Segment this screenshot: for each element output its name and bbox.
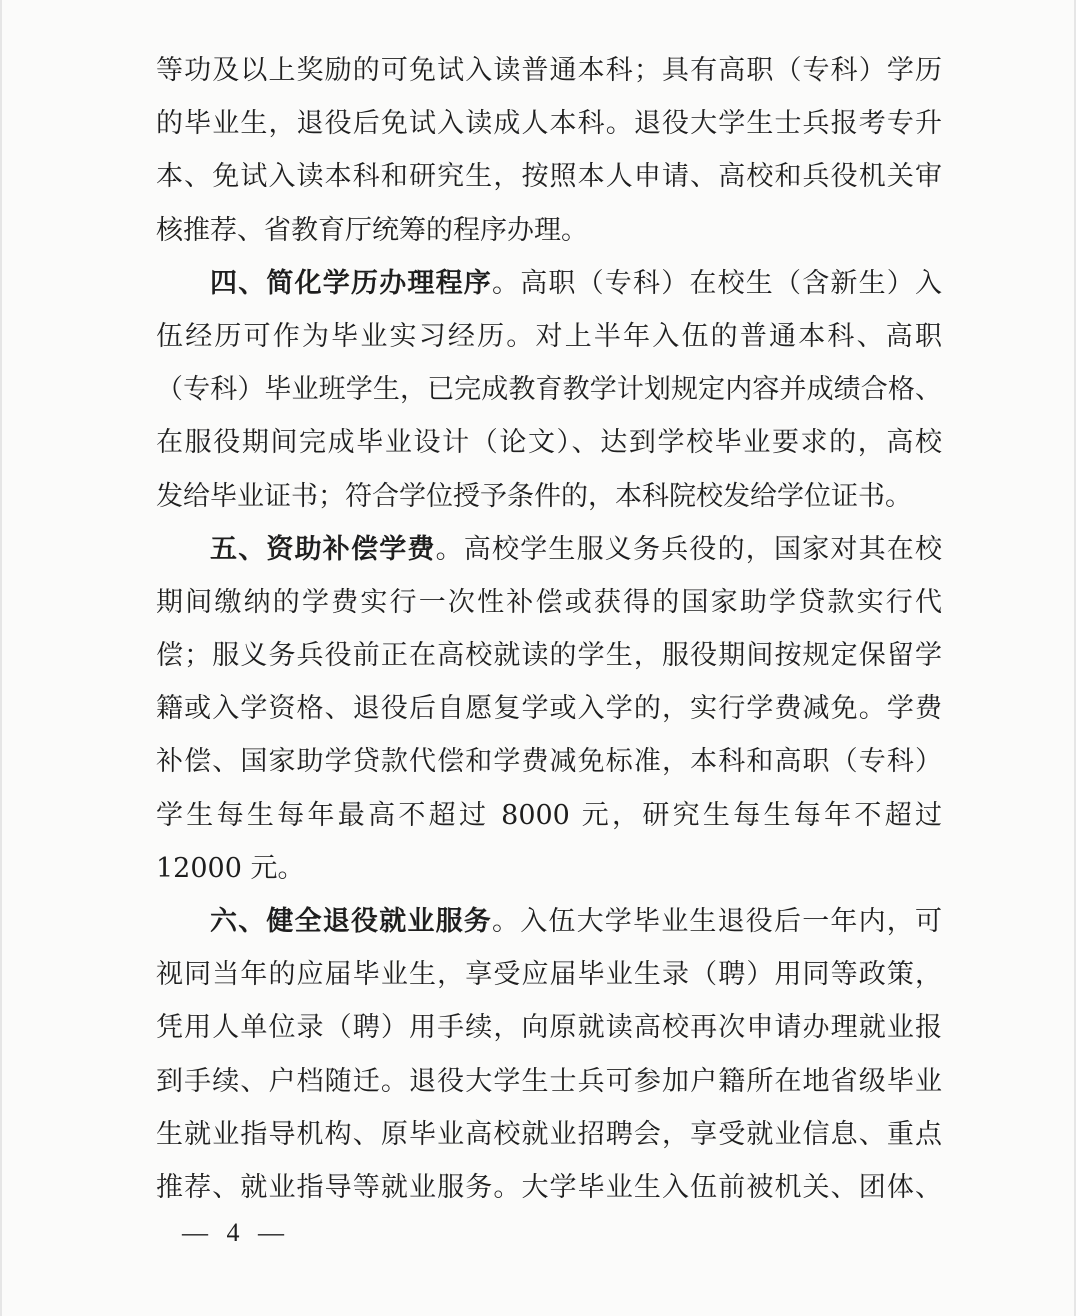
text-line: 发给毕业证书；符合学位授予条件的，本科院校发给学位证书。 [156,480,912,512]
text-line: 等功及以上奖励的可免试入读普通本科；具有高职（专科）学历 [156,55,942,86]
text-line: 伍经历可作为毕业实习经历。对上半年入伍的普通本科、高职 [156,320,942,352]
section-6-heading: 六、健全退役就业服务 [210,906,492,937]
text-line: 学生每生每年最高不超过 8000 元，研究生每生每年不超过 [156,799,942,831]
section-6-text: 。入伍大学毕业生退役后一年内，可 [492,906,942,937]
text-line: 在服役期间完成毕业设计（论文）、达到学校毕业要求的，高校 [156,427,942,459]
text-line: 凭用人单位录（聘）用手续，向原就读高校再次申请办理就业报 [156,1012,942,1044]
section-4-heading: 四、简化学历办理程序 [210,267,492,299]
section-4-text: 。高职（专科）在校生（含新生）入 [492,267,942,299]
text-line: （专科）毕业班学生，已完成教育教学计划规定内容并成绩合格、 [156,374,942,406]
section-5-heading: 五、资助补偿学费 [210,533,436,565]
text-line: 补偿、国家助学贷款代偿和学费减免标准，本科和高职（专科） [156,746,942,778]
text-line: 的毕业生，退役后免试入读成人本科。退役大学生士兵报考专升 [156,108,942,140]
text-line: 12000 元。 [156,852,305,884]
text-line: 推荐、就业指导等就业服务。大学毕业生入伍前被机关、团体、 [156,1171,942,1203]
page-number: — 4 — [182,1218,290,1247]
section-6-first-line [156,895,942,948]
text-line: 核推荐、省教育厅统筹的程序办理。 [156,214,588,246]
text-line: 生就业指导机构、原毕业高校就业招聘会，享受就业信息、重点 [156,1118,942,1150]
section-4-first-line [156,257,942,310]
text-line: 本、免试入读本科和研究生，按照本人申请、高校和兵役机关审 [156,161,942,193]
document-body [156,44,942,1214]
text-line: 到手续、户档随迁。退役大学生士兵可参加户籍所在地省级毕业 [156,1065,942,1097]
text-line: 偿；服义务兵役前正在高校就读的学生，服役期间按规定保留学 [156,640,942,672]
section-5-text: 。高校学生服义务兵役的，国家对其在校 [435,533,942,565]
text-line: 期间缴纳的学费实行一次性补偿或获得的国家助学贷款实行代 [156,586,942,618]
text-line: 籍或入学资格、退役后自愿复学或入学的，实行学费减免。学费 [156,693,942,725]
text-line: 视同当年的应届毕业生，享受应届毕业生录（聘）用同等政策， [156,959,942,991]
section-5-first-line [156,523,942,576]
